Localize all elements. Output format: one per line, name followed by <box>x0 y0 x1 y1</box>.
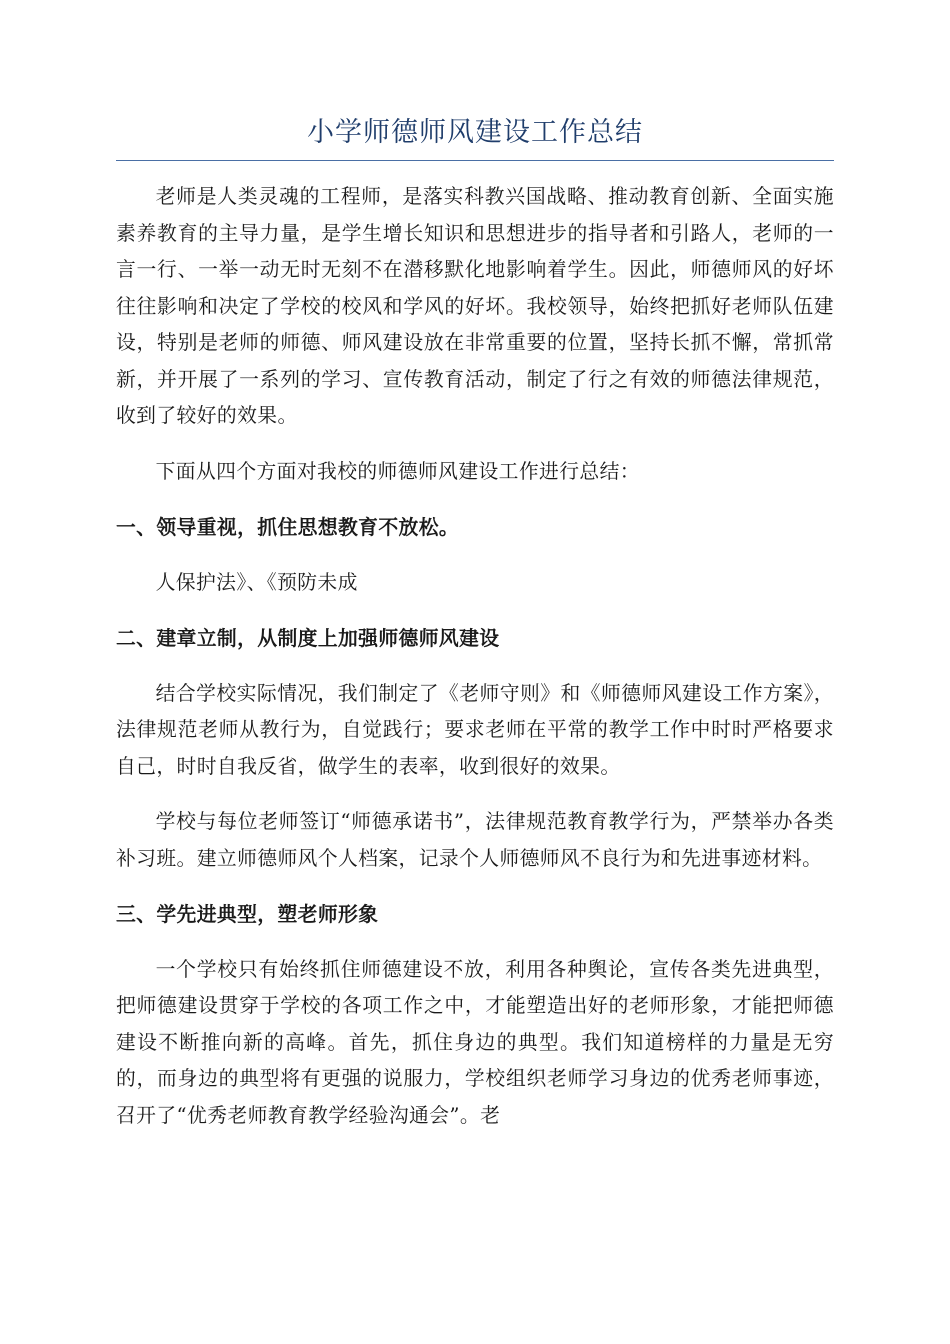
document-body <box>116 179 834 1134</box>
summary-intro-paragraph: 下面从四个方面对我校的师德师风建设工作进行总结： <box>155 459 640 483</box>
section2-paragraph-2: 学校与每位老师签订“师德承诺书”，法律规范教育教学行为，严禁举办各类补习班。建立师德师风个人档案，记录个人师德师风不良行为和先进事迹材料。 <box>116 810 834 870</box>
document-page <box>116 112 834 1153</box>
intro-paragraph: 老师是人类灵魂的工程师，是落实科教兴国战略、推动教育创新、全面实施素养教育的主导力量，是学生增长知识和思想进步的指导者和引路人，老师的一言一行、一举一动无时无刻不在潜移默化地影响着学生。因此，师德师风的好坏往往影响和决定了学校的校风和学风的好坏。我校领导，始终把抓好老师队伍建设，特别是老师的师德、师风建设放在非常重要的位置，坚持长抓不懈，常抓常新，并开展了一系列的学习、宣传教育活动，制定了行之有效的师德法律规范，收到了较好的效果。 <box>116 185 834 427</box>
section1-paragraph: 人保护法》、《预防未成 <box>155 570 358 594</box>
title-block <box>116 112 834 161</box>
section3-heading: 三、学先进典型，塑老师形象 <box>116 902 379 926</box>
section3-paragraph: 一个学校只有始终抓住师德建设不放，利用各种舆论，宣传各类先进典型，把师德建设贯穿于学校的各项工作之中，才能塑造出好的老师形象，才能把师德建设不断推向新的高峰。首先，抓住身边的典型。我们知道榜样的力量是无穷的，而身边的典型将有更强的说服力，学校组织老师学习身边的优秀老师事迹，召开了“优秀老师教育教学经验沟通会”。老 <box>116 957 834 1127</box>
section1-heading: 一、领导重视，抓住思想教育不放松。 <box>116 515 460 539</box>
section2-paragraph-1: 结合学校实际情况，我们制定了《老师守则》和《师德师风建设工作方案》，法律规范老师从教行为，自觉践行；要求老师在平常的教学工作中时时严格要求自己，时时自我反省，做学生的表率，收到很好的效果。 <box>116 681 834 778</box>
section2-heading: 二、建章立制，从制度上加强师德师风建设 <box>116 626 500 650</box>
document-title: 小学师德师风建设工作总结 <box>307 117 643 148</box>
